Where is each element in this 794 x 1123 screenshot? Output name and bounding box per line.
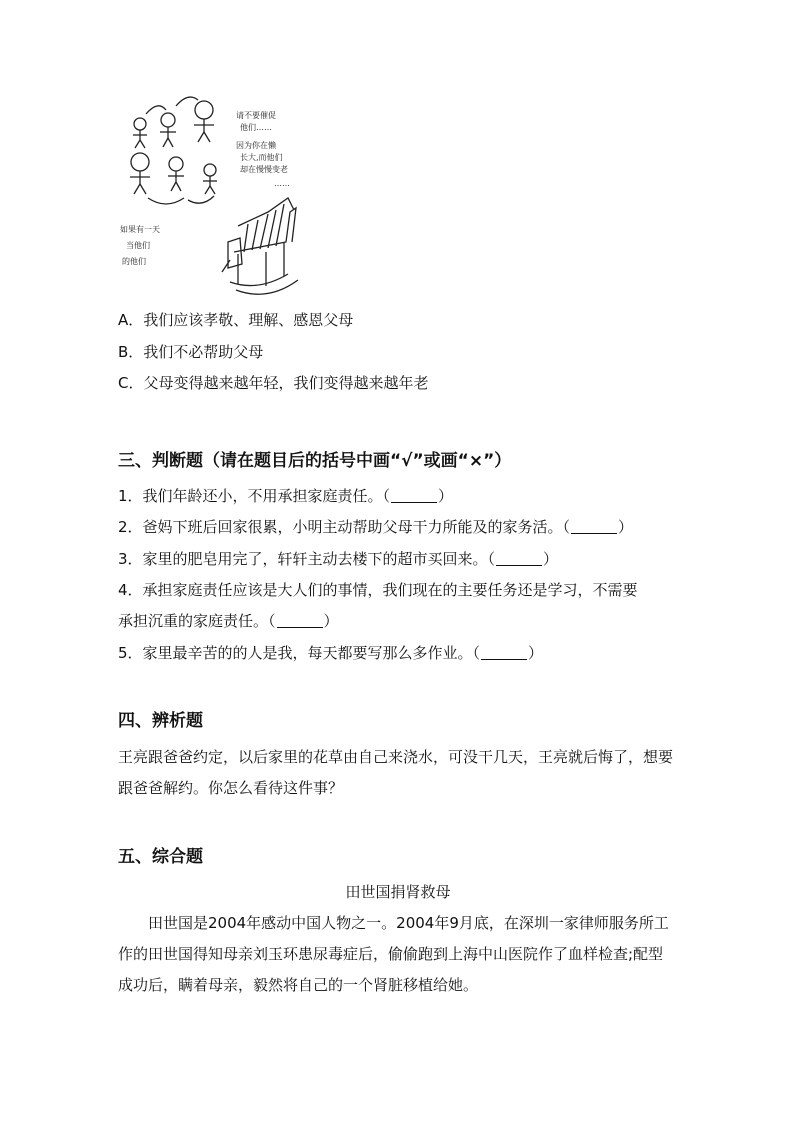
judgement-text: 1．我们年龄还小，不用承担家庭责任。（ (118, 487, 391, 505)
svg-text:当他们: 当他们 (126, 241, 150, 250)
judgement-item-4-line1: 4．承担家庭责任应该是大人们的事情，我们现在的主要任务还是学习，不需要 (118, 581, 638, 599)
svg-text:如果有一天: 如果有一天 (120, 225, 160, 234)
family-rocking-chair-illustration (118, 92, 318, 302)
svg-text:请不要催促: 请不要催促 (236, 111, 276, 120)
svg-text:的他们: 的他们 (122, 257, 146, 266)
section3-title: 三、判断题（请在题目后的括号中画“√”或画“×”） (118, 451, 512, 471)
answer-blank[interactable] (481, 645, 527, 660)
svg-text:长大,而他们: 长大,而他们 (240, 153, 283, 162)
handwritten-note-top (236, 110, 290, 188)
bracket-close: ） (543, 550, 559, 568)
judgement-text: 承担沉重的家庭责任。（ (118, 612, 276, 630)
svg-text:他们……: 他们…… (240, 123, 272, 132)
judgement-item-2 (118, 517, 633, 537)
section4-title: 四、辨析题 (118, 711, 203, 731)
option-a: A．我们应该孝敬、理解、感恩父母 (118, 311, 354, 329)
judgement-item-3 (118, 549, 558, 569)
answer-blank[interactable] (571, 519, 617, 534)
judgement-item-4-line2 (118, 611, 339, 631)
section4-body: 王亮跟爸爸约定，以后家里的花草由自己来浇水，可没干几天，王亮就后悔了，想要跟爸爸解约。你怎么看待这件事？ (118, 748, 674, 797)
rocking-chair (222, 198, 298, 294)
bracket-close: ） (528, 644, 544, 662)
section5-body: 田世国是2004年感动中国人物之一。2004年9月底，在深圳一家律师服务所工作的田世国得知母亲刘玉环患尿毒症后，偷偷跑到上海中山医院作了血样检查;配型成功后，瞒着母亲，毅然将自己的一个肾脏移植给她。 (118, 914, 669, 994)
section5-title: 五、综合题 (118, 847, 203, 867)
bracket-close: ） (323, 612, 339, 630)
answer-blank[interactable] (496, 551, 542, 566)
stick-figures-group (130, 97, 217, 204)
judgement-text: 2．爸妈下班后回家很累，小明主动帮助父母干力所能及的家务活。（ (118, 518, 571, 536)
svg-text:……: …… (274, 179, 290, 188)
answer-blank[interactable] (391, 488, 437, 503)
option-b: B．我们不必帮助父母 (118, 343, 264, 361)
svg-text:却在慢慢变老: 却在慢慢变老 (240, 165, 288, 174)
bracket-close: ） (618, 518, 634, 536)
bracket-close: ） (438, 487, 454, 505)
judgement-text: 3．家里的肥皂用完了，轩轩主动去楼下的超市买回来。（ (118, 550, 496, 568)
option-c: C．父母变得越来越年轻，我们变得越来越年老 (118, 374, 429, 392)
judgement-item-1 (118, 486, 453, 506)
judgement-item-5 (118, 643, 543, 663)
svg-text:因为你在懒: 因为你在懒 (236, 141, 276, 150)
story-title: 田世国捐肾救母 (345, 883, 451, 901)
handwritten-note-bottom (120, 224, 160, 266)
answer-blank[interactable] (277, 613, 323, 628)
judgement-text: 5．家里最辛苦的的人是我，每天都要写那么多作业。（ (118, 644, 481, 662)
